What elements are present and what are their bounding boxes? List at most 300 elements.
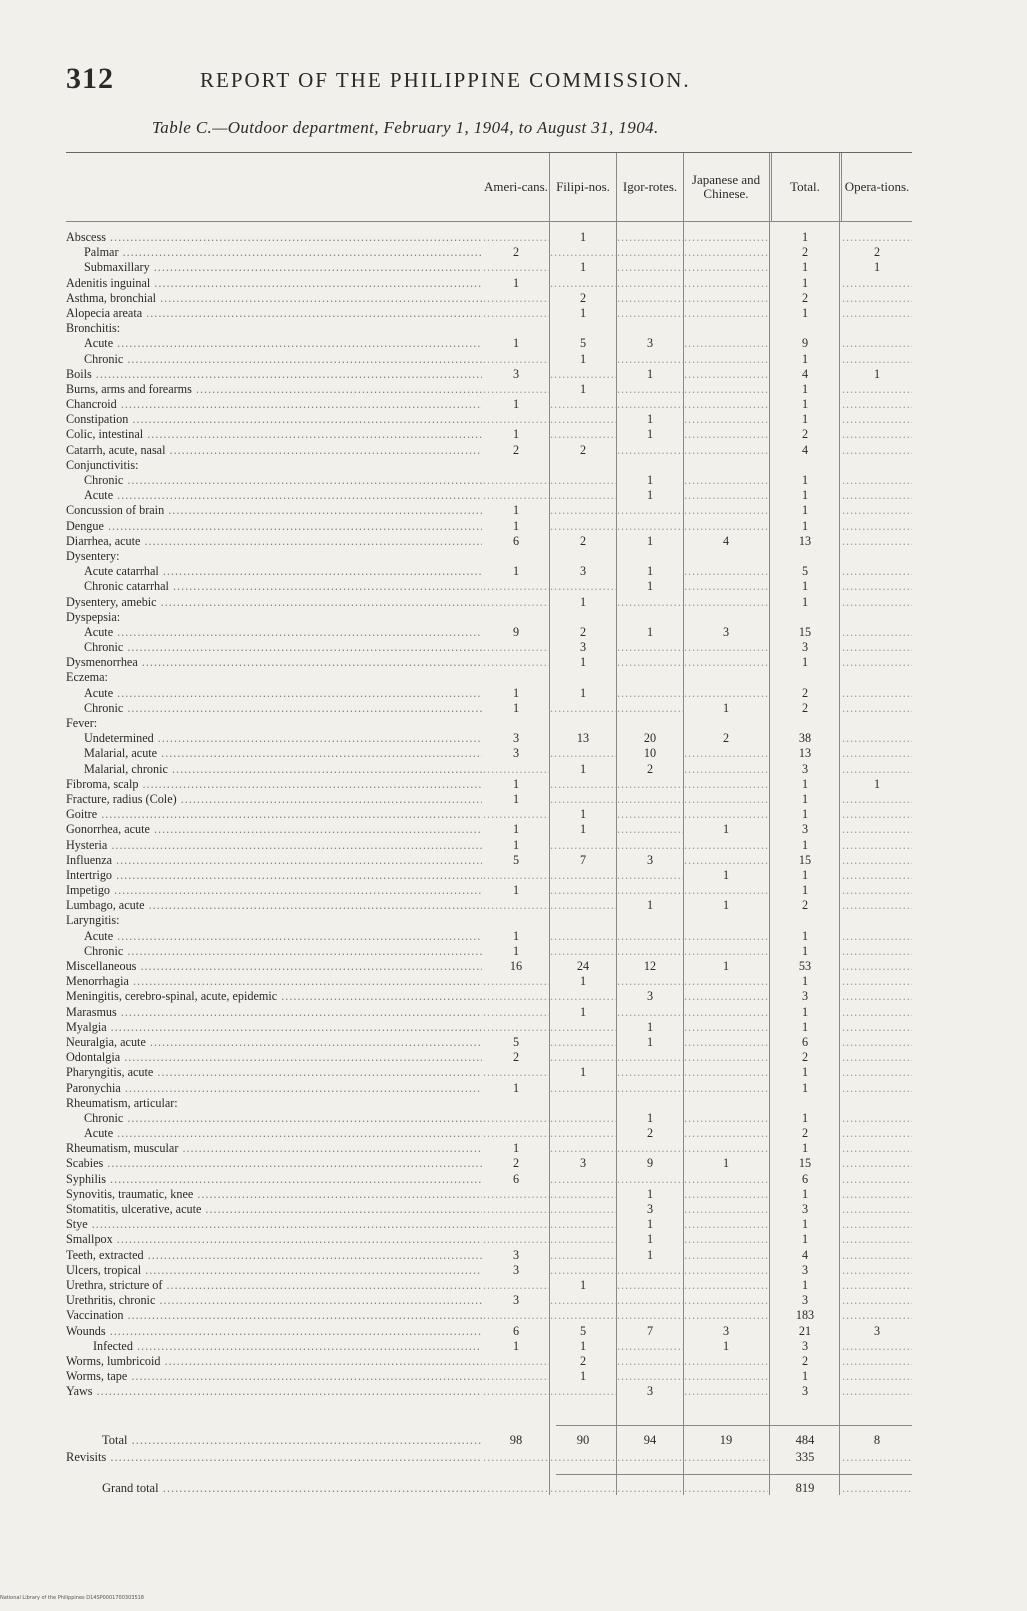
row-value: 21 bbox=[798, 1323, 812, 1338]
row-value bbox=[684, 579, 768, 594]
row-value: 4 bbox=[801, 1247, 809, 1262]
row-value bbox=[617, 944, 683, 959]
table-row bbox=[66, 473, 912, 488]
table-header bbox=[66, 153, 912, 221]
row-value: 1 bbox=[801, 305, 809, 320]
row-value: 1 bbox=[722, 1338, 730, 1353]
row-value bbox=[684, 564, 768, 579]
table-row bbox=[66, 1217, 912, 1232]
row-value bbox=[550, 1293, 616, 1308]
row-value bbox=[684, 929, 768, 944]
row-label: Acute ..... bbox=[66, 488, 482, 503]
row-value bbox=[684, 519, 768, 534]
row-label: Stomatitis, ulcerative, acute ..... bbox=[66, 1202, 482, 1217]
table-row bbox=[66, 1065, 912, 1080]
row-value: 98 bbox=[509, 1433, 523, 1447]
row-value bbox=[483, 1308, 549, 1323]
row-value: 6 bbox=[512, 533, 520, 548]
table-row bbox=[66, 1172, 912, 1187]
row-value bbox=[550, 1050, 616, 1065]
row-value bbox=[550, 1384, 616, 1399]
row-value: 2 bbox=[873, 245, 881, 260]
row-label: Paronychia ..... bbox=[66, 1081, 482, 1096]
row-value bbox=[617, 640, 683, 655]
row-value: 1 bbox=[801, 412, 809, 427]
table-row bbox=[66, 458, 912, 473]
row-value: 1 bbox=[579, 685, 587, 700]
row-label: Malarial, acute ..... bbox=[66, 746, 482, 761]
row-value bbox=[617, 230, 683, 245]
page-title: REPORT OF THE PHILIPPINE COMMISSION. bbox=[200, 68, 691, 92]
row-label: Hysteria ..... bbox=[66, 838, 482, 853]
row-value bbox=[842, 1065, 912, 1080]
row-value: 3 bbox=[873, 1323, 881, 1338]
row-value bbox=[842, 655, 912, 670]
row-value: 2 bbox=[801, 427, 809, 442]
row-value: 3 bbox=[801, 761, 809, 776]
row-value: 1 bbox=[722, 867, 730, 882]
row-value: 1 bbox=[801, 1186, 809, 1201]
row-value: 19 bbox=[719, 1433, 733, 1447]
row-label: Chronic ..... bbox=[66, 640, 482, 655]
row-value bbox=[617, 1449, 683, 1466]
row-value: 1 bbox=[722, 822, 730, 837]
table-row bbox=[66, 336, 912, 351]
row-value: 1 bbox=[512, 1141, 520, 1156]
row-label: Menorrhagia ..... bbox=[66, 974, 482, 989]
row-value bbox=[684, 1035, 768, 1050]
row-value bbox=[550, 792, 616, 807]
row-label: Odontalgia ..... bbox=[66, 1050, 482, 1065]
table-row bbox=[66, 1324, 912, 1339]
row-value bbox=[842, 1480, 912, 1497]
row-value: 1 bbox=[801, 1141, 809, 1156]
row-value: 2 bbox=[801, 245, 809, 260]
row-value: 15 bbox=[798, 852, 812, 867]
row-value: 6 bbox=[512, 1171, 520, 1186]
row-value bbox=[842, 1308, 912, 1323]
row-value: 1 bbox=[873, 776, 881, 791]
row-value bbox=[684, 1126, 768, 1141]
row-value: 2 bbox=[512, 442, 520, 457]
row-value bbox=[617, 807, 683, 822]
row-value bbox=[550, 1308, 616, 1323]
row-value: 2 bbox=[801, 1126, 809, 1141]
row-value bbox=[483, 1369, 549, 1384]
row-value bbox=[842, 443, 912, 458]
row-value: 3 bbox=[579, 640, 587, 655]
table-row bbox=[66, 792, 912, 807]
row-value bbox=[617, 595, 683, 610]
table-row bbox=[66, 306, 912, 321]
row-value bbox=[617, 291, 683, 306]
row-value: 1 bbox=[801, 776, 809, 791]
row-value bbox=[842, 382, 912, 397]
row-label: Ulcers, tropical ..... bbox=[66, 1263, 482, 1278]
row-label: Lumbago, acute ..... bbox=[66, 898, 482, 913]
row-value: 4 bbox=[801, 366, 809, 381]
row-value: 1 bbox=[646, 488, 654, 503]
row-value bbox=[842, 564, 912, 579]
row-value bbox=[842, 686, 912, 701]
row-value bbox=[842, 1293, 912, 1308]
row-value bbox=[684, 367, 768, 382]
row-value: 1 bbox=[801, 260, 809, 275]
row-value: 1 bbox=[579, 305, 587, 320]
table-row bbox=[66, 807, 912, 822]
grand-total-section bbox=[66, 1480, 912, 1497]
row-value: 3 bbox=[646, 1202, 654, 1216]
row-value: 2 bbox=[801, 898, 809, 913]
row-value bbox=[684, 1449, 768, 1466]
row-value bbox=[550, 427, 616, 442]
table-row bbox=[66, 382, 912, 397]
row-label: Impetigo ..... bbox=[66, 883, 482, 898]
table-row bbox=[66, 1126, 912, 1141]
row-value: 1 bbox=[512, 822, 520, 837]
row-value bbox=[842, 1020, 912, 1035]
column-header: Japanese and Chinese. bbox=[691, 172, 761, 201]
row-value: 38 bbox=[798, 731, 812, 746]
row-value: 53 bbox=[798, 959, 812, 973]
row-value: 2 bbox=[579, 442, 587, 457]
row-value bbox=[684, 838, 768, 853]
row-value bbox=[842, 1449, 912, 1466]
table-row bbox=[66, 610, 912, 625]
row-value bbox=[842, 853, 912, 868]
row-value: 9 bbox=[646, 1156, 654, 1171]
row-value: 3 bbox=[579, 564, 587, 579]
row-value bbox=[684, 1248, 768, 1263]
row-value bbox=[842, 579, 912, 594]
row-value: 1 bbox=[646, 579, 654, 594]
row-value: 9 bbox=[512, 624, 520, 639]
table-row bbox=[66, 245, 912, 260]
row-value: 1 bbox=[646, 427, 654, 442]
row-value: 3 bbox=[646, 1384, 654, 1399]
row-value: 484 bbox=[795, 1433, 815, 1447]
column-header: Total. bbox=[790, 179, 820, 194]
row-label: Catarrh, acute, nasal ..... bbox=[66, 443, 482, 458]
row-value: 1 bbox=[579, 594, 587, 609]
row-value: 12 bbox=[643, 959, 657, 973]
row-value bbox=[684, 488, 768, 503]
row-value: 3 bbox=[801, 1293, 809, 1308]
row-value: 3 bbox=[512, 1247, 520, 1262]
row-value bbox=[483, 1278, 549, 1293]
row-value: 2 bbox=[579, 624, 587, 639]
row-label: Conjunctivitis: bbox=[66, 457, 139, 472]
row-label: Dysmenorrhea ..... bbox=[66, 655, 482, 670]
row-value bbox=[842, 1156, 912, 1171]
row-value bbox=[684, 1202, 768, 1217]
row-value bbox=[684, 1050, 768, 1065]
row-value bbox=[617, 1339, 683, 1354]
row-value bbox=[684, 336, 768, 351]
row-value: 1 bbox=[801, 883, 809, 898]
row-value: 1 bbox=[801, 351, 809, 366]
row-value bbox=[483, 1065, 549, 1080]
table-row bbox=[66, 1308, 912, 1323]
row-value: 3 bbox=[801, 1384, 809, 1399]
table-row bbox=[66, 1449, 912, 1466]
row-value: 3 bbox=[801, 822, 809, 837]
row-label: Constipation ..... bbox=[66, 412, 482, 427]
row-value bbox=[617, 686, 683, 701]
row-value bbox=[617, 382, 683, 397]
row-value: 1 bbox=[801, 488, 809, 503]
row-value bbox=[550, 929, 616, 944]
row-value bbox=[617, 1480, 683, 1497]
row-value: 1 bbox=[579, 1338, 587, 1353]
table-row bbox=[66, 701, 912, 716]
row-label: Total ..... bbox=[66, 1432, 482, 1449]
table-row bbox=[66, 640, 912, 655]
table-row bbox=[66, 367, 912, 382]
row-label: Chronic ..... bbox=[66, 1111, 482, 1126]
row-value: 1 bbox=[722, 959, 730, 973]
row-value bbox=[684, 777, 768, 792]
row-value: 5 bbox=[512, 1034, 520, 1049]
row-value: 1 bbox=[722, 898, 730, 913]
row-value: 1 bbox=[801, 1065, 809, 1080]
row-value bbox=[483, 473, 549, 488]
row-value: 1 bbox=[646, 898, 654, 913]
row-value bbox=[842, 352, 912, 367]
table-row bbox=[66, 898, 912, 913]
table-row bbox=[66, 595, 912, 610]
row-value: 1 bbox=[579, 807, 587, 822]
row-value: 1 bbox=[579, 230, 587, 244]
row-value: 13 bbox=[576, 731, 590, 746]
row-value: 10 bbox=[643, 746, 657, 761]
row-value bbox=[483, 260, 549, 275]
row-value bbox=[550, 1449, 616, 1466]
column-header: Ameri-cans. bbox=[484, 179, 548, 194]
table-row bbox=[66, 549, 912, 564]
row-value: 2 bbox=[646, 1126, 654, 1141]
row-value: 1 bbox=[512, 503, 520, 518]
row-value: 1 bbox=[801, 791, 809, 806]
row-value bbox=[550, 1202, 616, 1217]
row-value bbox=[550, 579, 616, 594]
row-value bbox=[684, 1081, 768, 1096]
row-value bbox=[483, 412, 549, 427]
table-body bbox=[66, 230, 912, 1399]
row-value bbox=[684, 291, 768, 306]
row-value bbox=[842, 1141, 912, 1156]
row-value bbox=[684, 1308, 768, 1323]
row-value: 5 bbox=[579, 336, 587, 351]
row-label: Chronic ..... bbox=[66, 352, 482, 367]
row-value: 2 bbox=[579, 1353, 587, 1368]
row-value: 5 bbox=[512, 852, 520, 867]
row-value bbox=[483, 230, 549, 245]
row-value: 5 bbox=[801, 564, 809, 579]
row-value bbox=[684, 352, 768, 367]
row-value bbox=[550, 838, 616, 853]
row-label: Synovitis, traumatic, knee ..... bbox=[66, 1187, 482, 1202]
column-header: Opera-tions. bbox=[844, 179, 910, 194]
row-value: 2 bbox=[512, 1156, 520, 1171]
table-row bbox=[66, 1096, 912, 1111]
row-value: 1 bbox=[801, 943, 809, 958]
row-value bbox=[842, 503, 912, 518]
row-label: Acute ..... bbox=[66, 686, 482, 701]
row-value: 1 bbox=[646, 564, 654, 579]
row-value bbox=[684, 640, 768, 655]
row-value: 15 bbox=[798, 624, 812, 639]
row-label: Eczema: bbox=[66, 670, 108, 685]
row-value bbox=[684, 1187, 768, 1202]
table-row bbox=[66, 1202, 912, 1217]
column-header: Igor-rotes. bbox=[622, 179, 678, 194]
row-value: 2 bbox=[512, 245, 520, 260]
table-row bbox=[66, 1354, 912, 1369]
row-value bbox=[617, 1293, 683, 1308]
row-value bbox=[684, 1293, 768, 1308]
row-value bbox=[550, 412, 616, 427]
row-value bbox=[842, 336, 912, 351]
row-value bbox=[550, 503, 616, 518]
row-value: 1 bbox=[512, 928, 520, 943]
table-row bbox=[66, 1278, 912, 1293]
table-row bbox=[66, 959, 912, 974]
row-value bbox=[617, 929, 683, 944]
row-value bbox=[483, 595, 549, 610]
row-value: 1 bbox=[646, 1186, 654, 1201]
table-row bbox=[66, 1432, 912, 1449]
row-value: 1 bbox=[579, 1004, 587, 1019]
row-value bbox=[617, 519, 683, 534]
row-value bbox=[684, 397, 768, 412]
row-value: 1 bbox=[801, 275, 809, 290]
row-value: 94 bbox=[643, 1433, 657, 1447]
row-value: 9 bbox=[801, 336, 809, 351]
row-label: Laryngitis: bbox=[66, 913, 120, 928]
row-value bbox=[617, 443, 683, 458]
row-value bbox=[617, 1141, 683, 1156]
row-value bbox=[550, 701, 616, 716]
table-row bbox=[66, 534, 912, 549]
row-value bbox=[617, 1005, 683, 1020]
row-value: 819 bbox=[795, 1481, 815, 1495]
row-value bbox=[684, 1480, 768, 1497]
row-value bbox=[483, 1111, 549, 1126]
row-value bbox=[842, 230, 912, 245]
table-row bbox=[66, 1035, 912, 1050]
row-value bbox=[684, 473, 768, 488]
row-value bbox=[684, 230, 768, 245]
row-value bbox=[483, 989, 549, 1004]
row-value: 1 bbox=[801, 1004, 809, 1019]
row-label: Pharyngitis, acute ..... bbox=[66, 1065, 482, 1080]
row-value bbox=[842, 1232, 912, 1247]
row-value bbox=[550, 1248, 616, 1263]
row-value bbox=[842, 959, 912, 974]
row-value bbox=[617, 397, 683, 412]
row-label: Vaccination ..... bbox=[66, 1308, 482, 1323]
row-value bbox=[550, 1480, 616, 1497]
row-value: 1 bbox=[579, 822, 587, 837]
row-value bbox=[842, 595, 912, 610]
row-value: 1 bbox=[512, 700, 520, 715]
row-label: Myalgia ..... bbox=[66, 1020, 482, 1035]
row-value bbox=[842, 1005, 912, 1020]
row-value bbox=[483, 640, 549, 655]
row-value bbox=[550, 276, 616, 291]
row-value: 1 bbox=[646, 1034, 654, 1049]
row-value bbox=[842, 868, 912, 883]
row-value: 3 bbox=[579, 1156, 587, 1171]
row-label: Chronic ..... bbox=[66, 701, 482, 716]
row-value bbox=[684, 792, 768, 807]
row-value: 5 bbox=[579, 1323, 587, 1338]
row-value bbox=[483, 352, 549, 367]
row-value bbox=[842, 519, 912, 534]
table-row bbox=[66, 1020, 912, 1035]
row-value bbox=[684, 944, 768, 959]
row-value bbox=[842, 1035, 912, 1050]
row-value bbox=[842, 276, 912, 291]
row-label: Worms, tape ..... bbox=[66, 1369, 482, 1384]
row-value: 3 bbox=[801, 989, 809, 1004]
row-value bbox=[842, 1111, 912, 1126]
row-value bbox=[550, 1035, 616, 1050]
row-value: 1 bbox=[579, 655, 587, 670]
table-row bbox=[66, 989, 912, 1004]
row-value bbox=[684, 762, 768, 777]
row-label: Dengue ..... bbox=[66, 519, 482, 534]
row-value: 1 bbox=[512, 943, 520, 958]
row-value bbox=[684, 1172, 768, 1187]
table-row bbox=[66, 1293, 912, 1308]
row-label: Alopecia areata ..... bbox=[66, 306, 482, 321]
row-value: 3 bbox=[646, 989, 654, 1004]
row-value bbox=[550, 397, 616, 412]
row-value bbox=[483, 1217, 549, 1232]
row-label: Boils ..... bbox=[66, 367, 482, 382]
row-value bbox=[842, 1172, 912, 1187]
row-value: 1 bbox=[646, 1232, 654, 1247]
table-row bbox=[66, 1339, 912, 1354]
row-value bbox=[483, 291, 549, 306]
row-value: 1 bbox=[579, 1369, 587, 1384]
table-row bbox=[66, 1384, 912, 1399]
row-value bbox=[842, 1248, 912, 1263]
row-value: 1 bbox=[801, 1232, 809, 1247]
header-bottom-rule bbox=[66, 221, 912, 222]
row-label: Burns, arms and forearms ..... bbox=[66, 382, 482, 397]
table-row bbox=[66, 291, 912, 306]
row-value bbox=[617, 883, 683, 898]
row-value bbox=[684, 1005, 768, 1020]
table-row bbox=[66, 519, 912, 534]
row-value bbox=[617, 1050, 683, 1065]
row-value bbox=[617, 260, 683, 275]
row-value bbox=[617, 701, 683, 716]
row-value bbox=[842, 625, 912, 640]
row-value: 13 bbox=[798, 746, 812, 761]
row-value: 2 bbox=[801, 685, 809, 700]
row-value bbox=[483, 868, 549, 883]
row-value bbox=[842, 291, 912, 306]
row-value: 15 bbox=[798, 1156, 812, 1171]
table-row bbox=[66, 670, 912, 685]
row-label: Colic, intestinal ..... bbox=[66, 427, 482, 442]
row-value: 3 bbox=[512, 1293, 520, 1308]
row-value: 90 bbox=[576, 1433, 590, 1447]
